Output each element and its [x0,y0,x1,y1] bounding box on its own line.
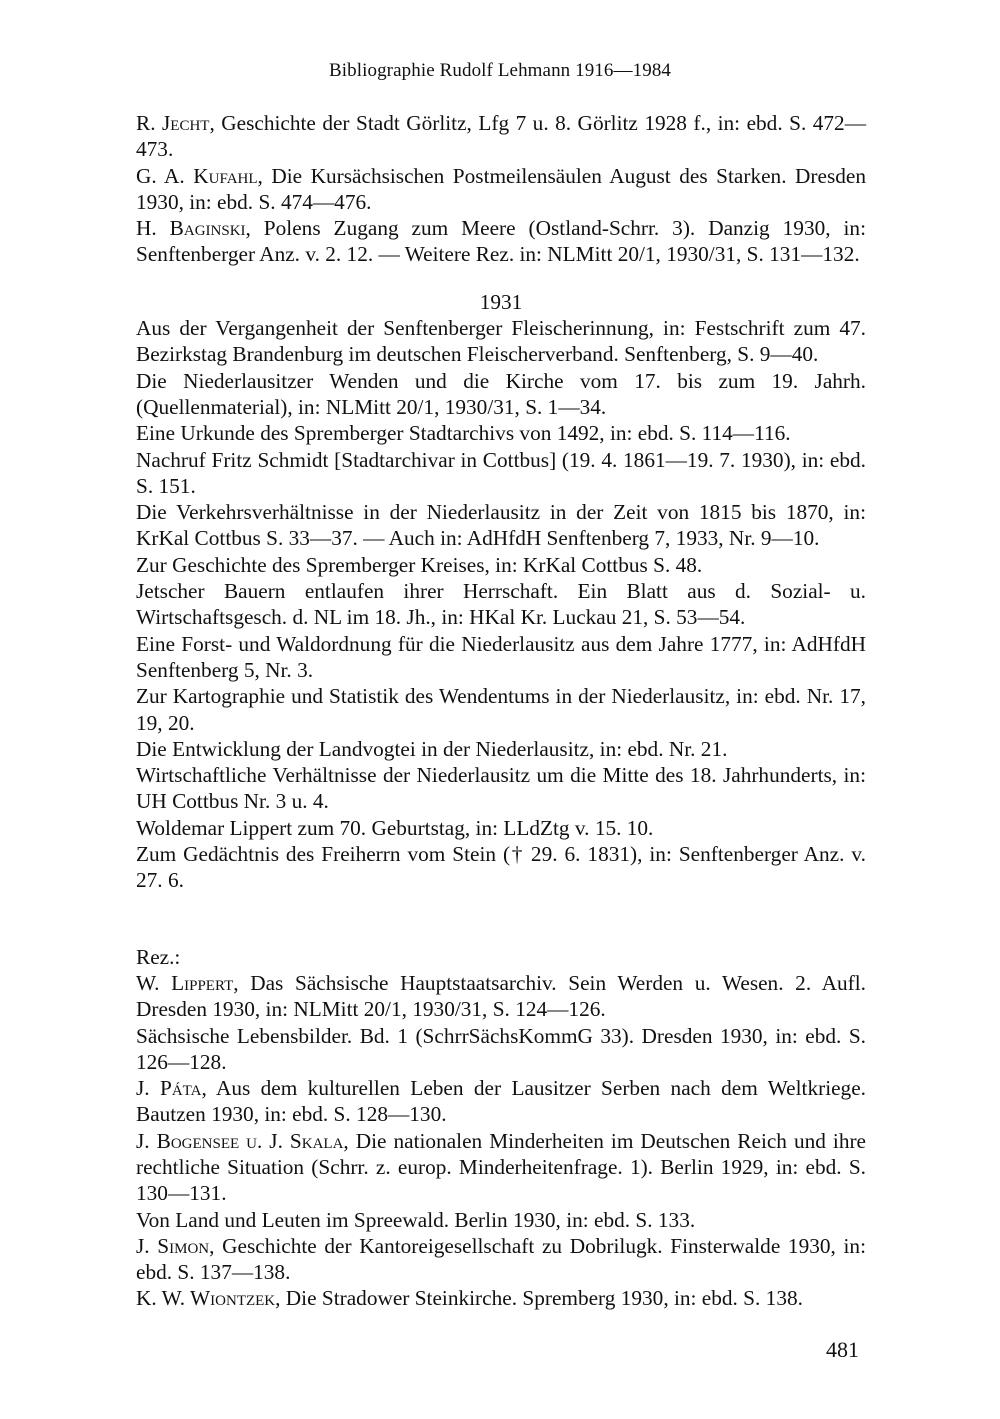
bibliography-entry: Jetscher Bauern entlaufen ihrer Herrschaft. Ein Blatt aus d. Sozial- u. Wirtschaftsgesch. d. NL im 18. Jh., in: HKal Kr. Luckau 21, S. 53—54. [136,579,866,630]
page-number: 481 [826,1337,859,1362]
bibliography-entry: Zur Kartographie und Statistik des Wendentums in der Niederlausitz, in: ebd. Nr. 17, 19, 20. [136,684,866,735]
bibliography-entry [136,163,866,216]
entry-author: W. Lippert [136,970,234,995]
entry-text: Von Land und Leuten im Spreewald. Berlin 1930, in: ebd. S. 133. [136,1207,696,1232]
review-entry [136,970,866,1023]
bibliography-entry: Zur Geschichte des Spremberger Kreises, in: KrKal Cottbus S. 48. [136,552,703,577]
entry-author: G. A. Kufahl [136,163,258,188]
year-heading: 1931 [479,289,523,314]
reviews-label: Rez.: [136,944,181,969]
entry-author: J. Páta [136,1076,202,1101]
entry-text: , Geschichte der Kantoreigesellschaft zu Dobrilugk. Finsterwalde 1930, in: ebd. S. 137—138. [136,1233,866,1285]
bibliography-entry [136,215,866,268]
entry-text: , Aus dem kulturellen Leben der Lausitzer Serben nach dem Weltkriege. Bautzen 1930, in: ebd. S. 128—130. [136,1076,866,1127]
entry-text: , Die nationalen Minderheiten im Deutschen Reich und ihre rechtliche Situation (Schrr. z. europ. Minderheitenfrage. 1). Berlin 1929, in: ebd. S. 130—131. [136,1128,867,1206]
bibliography-entry: Die Niederlausitzer Wenden und die Kirche vom 17. bis zum 19. Jahrh. (Quellenmaterial), in: NLMitt 20/1, 1930/31, S. 1—34. [136,368,866,419]
bibliography-entry: Aus der Vergangenheit der Senftenberger Fleischerinnung, in: Festschrift zum 47. Bezirkstag Brandenburg im deutschen Fleischerverband. Senftenberg, S. 9—40. [136,316,866,367]
bibliography-entry: Wirtschaftliche Verhältnisse der Niederlausitz um die Mitte des 18. Jahrhunderts, in: UH Cottbus Nr. 3 u. 4. [136,763,866,814]
entry-author: R. Jecht [136,111,210,135]
page-body [136,110,866,1312]
entry-text: , Polens Zugang zum Meere (Ostland-Schrr. 3). Danzig 1930, in: Senftenberger Anz. v. 2. 12. — Weitere Rez. in: NLMitt 20/1, 1930/31, S. 131—132. [136,216,866,267]
entry-author: K. W. Wiontzek [136,1286,276,1311]
entry-text: , Die Stradower Steinkirche. Spremberg 1930, in: ebd. S. 138. [275,1286,803,1311]
bibliography-entry [136,110,866,163]
review-entry [136,1233,866,1286]
entry-text: , Geschichte der Stadt Görlitz, Lfg 7 u. 8. Görlitz 1928 f., in: ebd. S. 472—473. [136,111,866,162]
entry-text: Sächsische Lebensbilder. Bd. 1 (SchrrSächsKommG 33). Dresden 1930, in: ebd. S. 126—128. [136,1023,866,1074]
review-entry [136,1075,866,1128]
review-entry [136,1285,866,1311]
bibliography-entry: Eine Forst- und Waldordnung für die Niederlausitz aus dem Jahre 1777, in: AdHfdH Senftenberg 5, Nr. 3. [136,631,866,682]
bibliography-entry: Zum Gedächtnis des Freiherrn vom Stein († 29. 6. 1831), in: Senftenberger Anz. v. 27. 6. [136,842,866,893]
entry-author: J. Simon [136,1233,210,1258]
review-entry [136,1128,866,1207]
bibliography-entry: Die Verkehrsverhältnisse in der Niederlausitz in der Zeit von 1815 bis 1870, in: KrKal Cottbus S. 33—37. — Auch in: AdHfdH Senftenberg 7, 1933, Nr. 9—10. [136,500,866,551]
review-entry [136,1207,866,1233]
entry-author: H. Baginski [136,216,246,241]
entry-author: J. Bogensee u. J. Skala [136,1128,344,1153]
bibliography-entry: Nachruf Fritz Schmidt [Stadtarchivar in Cottbus] (19. 4. 1861—19. 7. 1930), in: ebd. S. 151. [136,447,866,498]
review-entry [136,1023,866,1076]
bibliography-entry: Die Entwicklung der Landvogtei in der Niederlausitz, in: ebd. Nr. 21. [136,736,728,761]
bibliography-entry: Eine Urkunde des Spremberger Stadtarchivs von 1492, in: ebd. S. 114—116. [136,421,791,446]
entry-text: , Die Kursächsischen Postmeilensäulen August des Starken. Dresden 1930, in: ebd. S. 474—476. [136,163,866,214]
entry-text: , Das Sächsische Hauptstaatsarchiv. Sein Werden u. Wesen. 2. Aufl. Dresden 1930, in: NLMitt 20/1, 1930/31, S. 124—126. [136,970,866,1022]
running-header: Bibliographie Rudolf Lehmann 1916—1984 [328,60,672,81]
bibliography-entry: Woldemar Lippert zum 70. Geburtstag, in: LLdZtg v. 15. 10. [136,815,654,840]
